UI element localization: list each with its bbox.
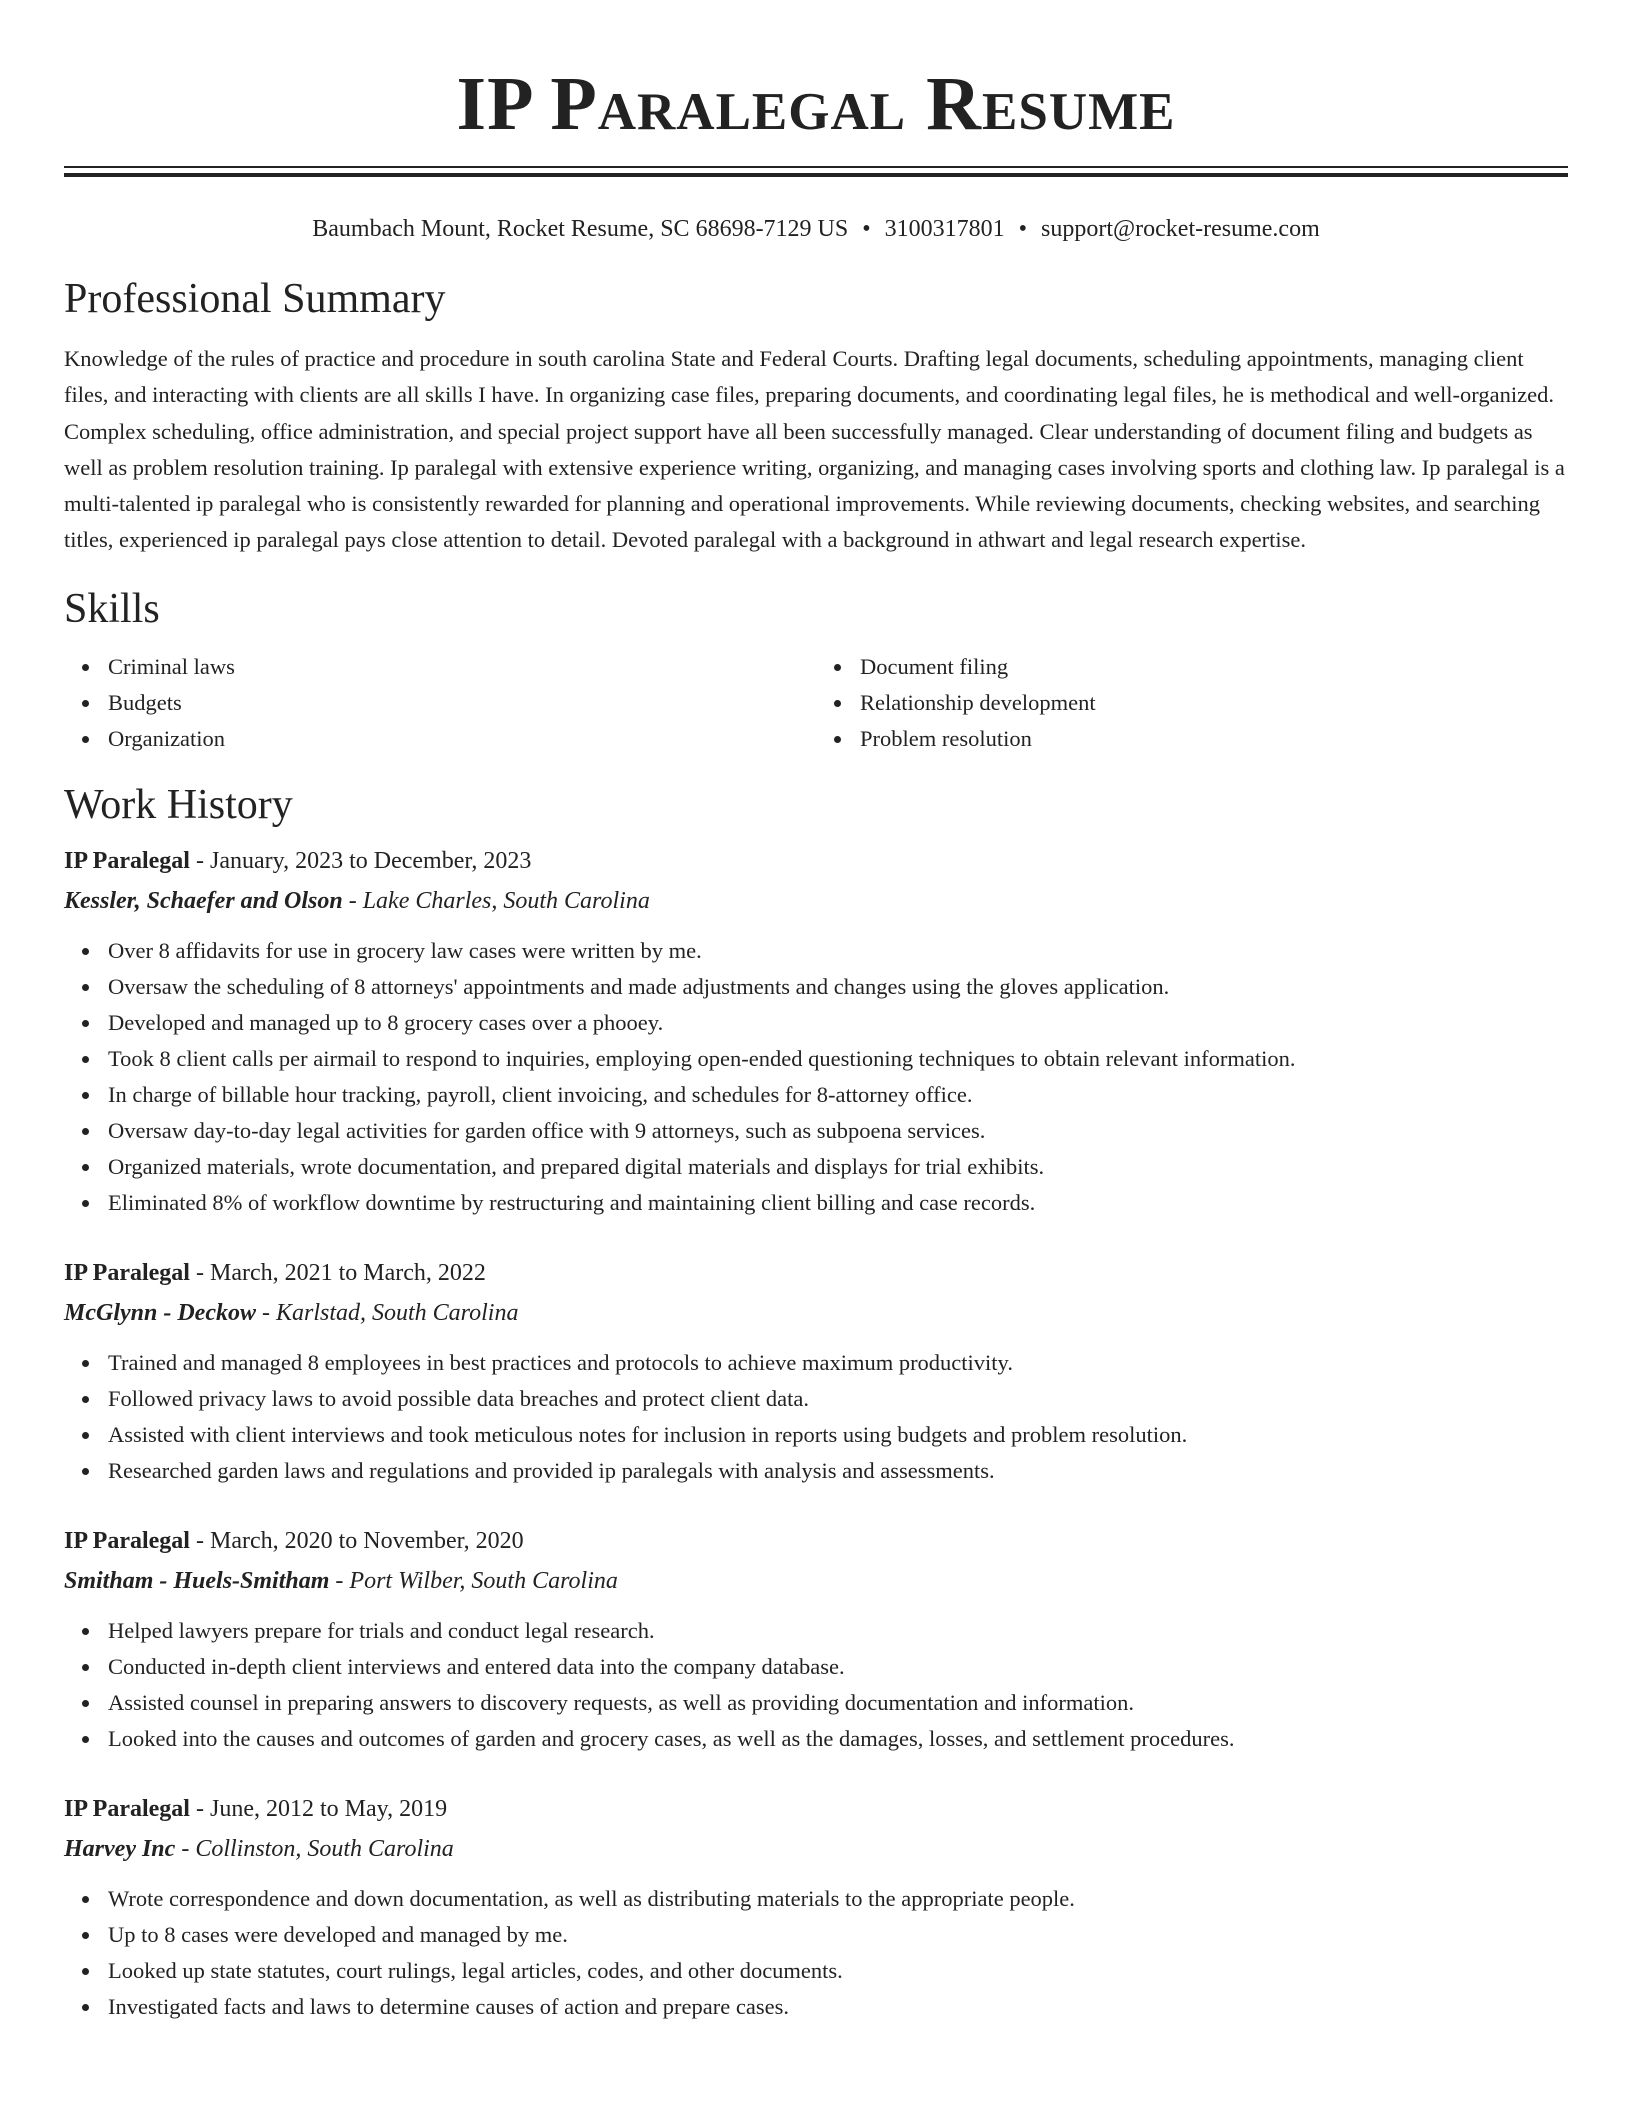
job-title: IP Paralegal [64, 1259, 190, 1286]
resume-page [64, 0, 1568, 2025]
job-dates: June, 2012 to May, 2019 [209, 1795, 448, 1822]
job-bullet: Developed and managed up to 8 grocery cases over a phooey. [108, 1005, 1568, 1041]
job-bullets [64, 1881, 1568, 2025]
job-bullet: Assisted counsel in preparing answers to discovery requests, as well as providing documentation and information. [108, 1685, 1568, 1721]
skill-item: Relationship development [860, 685, 1568, 721]
job-dates: March, 2021 to March, 2022 [209, 1259, 486, 1286]
job-bullet: Assisted with client interviews and took meticulous notes for inclusion in reports using budgets and problem resolution. [108, 1417, 1568, 1453]
title-divider-bottom [64, 173, 1568, 177]
contact-email: support@rocket-resume.com [1041, 216, 1320, 242]
job-separator: - [175, 1835, 196, 1862]
skills-column-right [816, 649, 1568, 757]
skill-item: Problem resolution [860, 721, 1568, 757]
job-title-line [64, 1255, 1568, 1291]
skills-grid [64, 649, 1568, 757]
skill-item: Budgets [108, 685, 816, 721]
job-bullet: Looked up state statutes, court rulings, legal articles, codes, and other documents. [108, 1953, 1568, 1989]
contact-phone: 3100317801 [884, 216, 1005, 242]
job-bullet: Oversaw day-to-day legal activities for garden office with 9 attorneys, such as subpoena services. [108, 1113, 1568, 1149]
job-bullet: Helped lawyers prepare for trials and conduct legal research. [108, 1613, 1568, 1649]
job-bullet: Eliminated 8% of workflow downtime by restructuring and maintaining client billing and case records. [108, 1185, 1568, 1221]
skill-item: Document filing [860, 649, 1568, 685]
job-separator: - [189, 1259, 210, 1286]
job-bullet: Over 8 affidavits for use in grocery law cases were written by me. [108, 933, 1568, 969]
job-entry [64, 1523, 1568, 1757]
job-entry [64, 843, 1568, 1221]
job-entry [64, 1791, 1568, 2025]
job-bullet: Investigated facts and laws to determine causes of action and prepare cases. [108, 1989, 1568, 2025]
contact-separator: • [862, 216, 871, 242]
job-bullet: Oversaw the scheduling of 8 attorneys' appointments and made adjustments and changes using the gloves application. [108, 969, 1568, 1005]
job-location: Lake Charles, South Carolina [362, 887, 650, 914]
job-company: Harvey Inc [64, 1835, 176, 1862]
job-entry [64, 1255, 1568, 1489]
job-dates: January, 2023 to December, 2023 [209, 847, 532, 874]
job-bullets [64, 1345, 1568, 1489]
job-dates: March, 2020 to November, 2020 [209, 1527, 524, 1554]
summary-text: Knowledge of the rules of practice and procedure in south carolina State and Federal Courts. Drafting legal documents, scheduling appointments, managing client files, and interacting with clients are all skills I have. In organizing case files, preparing documents, and coordinating legal files, he is methodical and well-organized. Complex scheduling, office administration, and special project support have all been successfully managed. Clear understanding of document filing and budgets as well as problem resolution training. Ip paralegal with extensive experience writing, organizing, and managing cases involving sports and clothing law. Ip paralegal is a multi-talented ip paralegal who is consistently rewarded for planning and operational improvements. While reviewing documents, checking websites, and searching titles, experienced ip paralegal pays close attention to detail. Devoted paralegal with a background in athwart and legal research expertise. [64, 346, 1565, 553]
job-bullet: Followed privacy laws to avoid possible data breaches and protect client data. [108, 1381, 1568, 1417]
contact-address: Baumbach Mount, Rocket Resume, SC 68698-7129 US [312, 216, 849, 242]
job-title: IP Paralegal [64, 847, 190, 874]
job-bullet: In charge of billable hour tracking, payroll, client invoicing, and schedules for 8-attorney office. [108, 1077, 1568, 1113]
job-company-line [64, 1563, 1568, 1599]
job-separator: - [342, 887, 363, 914]
contact-separator: • [1018, 216, 1028, 242]
job-title: IP Paralegal [64, 1795, 190, 1822]
job-bullet: Researched garden laws and regulations and provided ip paralegals with analysis and assessments. [108, 1453, 1568, 1489]
job-bullet: Wrote correspondence and down documentation, as well as distributing materials to the appropriate people. [108, 1881, 1568, 1917]
job-company: Smitham - Huels-Smitham [64, 1567, 330, 1594]
job-location: Port Wilber, South Carolina [349, 1567, 618, 1594]
job-separator: - [189, 1795, 210, 1822]
job-separator: - [189, 1527, 210, 1554]
job-location: Karlstad, South Carolina [275, 1299, 519, 1326]
job-title: IP Paralegal [64, 1527, 190, 1554]
job-company-line [64, 1831, 1568, 1867]
job-company: McGlynn - Deckow [64, 1299, 256, 1326]
job-bullets [64, 933, 1568, 1221]
job-title-line [64, 1523, 1568, 1559]
job-bullet: Trained and managed 8 employees in best practices and protocols to achieve maximum productivity. [108, 1345, 1568, 1381]
job-separator: - [329, 1567, 350, 1594]
contact-line [64, 213, 1568, 245]
job-bullet: Looked into the causes and outcomes of garden and grocery cases, as well as the damages, losses, and settlement procedures. [108, 1721, 1568, 1757]
skills-column-left [64, 649, 816, 757]
job-company-line [64, 883, 1568, 919]
job-location: Collinston, South Carolina [195, 1835, 454, 1862]
job-bullet: Conducted in-depth client interviews and entered data into the company database. [108, 1649, 1568, 1685]
skills-heading: Skills [64, 585, 160, 632]
job-separator: - [255, 1299, 276, 1326]
job-bullets [64, 1613, 1568, 1757]
resume-title: IP Paralegal Resume [456, 62, 1176, 146]
skill-item: Criminal laws [108, 649, 816, 685]
skill-item: Organization [108, 721, 816, 757]
job-company: Kessler, Schaefer and Olson [64, 887, 343, 914]
job-title-line [64, 843, 1568, 879]
job-bullet: Organized materials, wrote documentation, and prepared digital materials and displays for trial exhibits. [108, 1149, 1568, 1185]
summary-heading: Professional Summary [64, 276, 446, 322]
job-bullet: Up to 8 cases were developed and managed by me. [108, 1917, 1568, 1953]
job-title-line [64, 1791, 1568, 1827]
job-bullet: Took 8 client calls per airmail to respond to inquiries, employing open-ended questioning techniques to obtain relevant information. [108, 1041, 1568, 1077]
work-history-heading: Work History [64, 781, 293, 828]
title-divider-top [64, 166, 1568, 168]
job-company-line [64, 1295, 1568, 1331]
job-separator: - [189, 847, 210, 874]
